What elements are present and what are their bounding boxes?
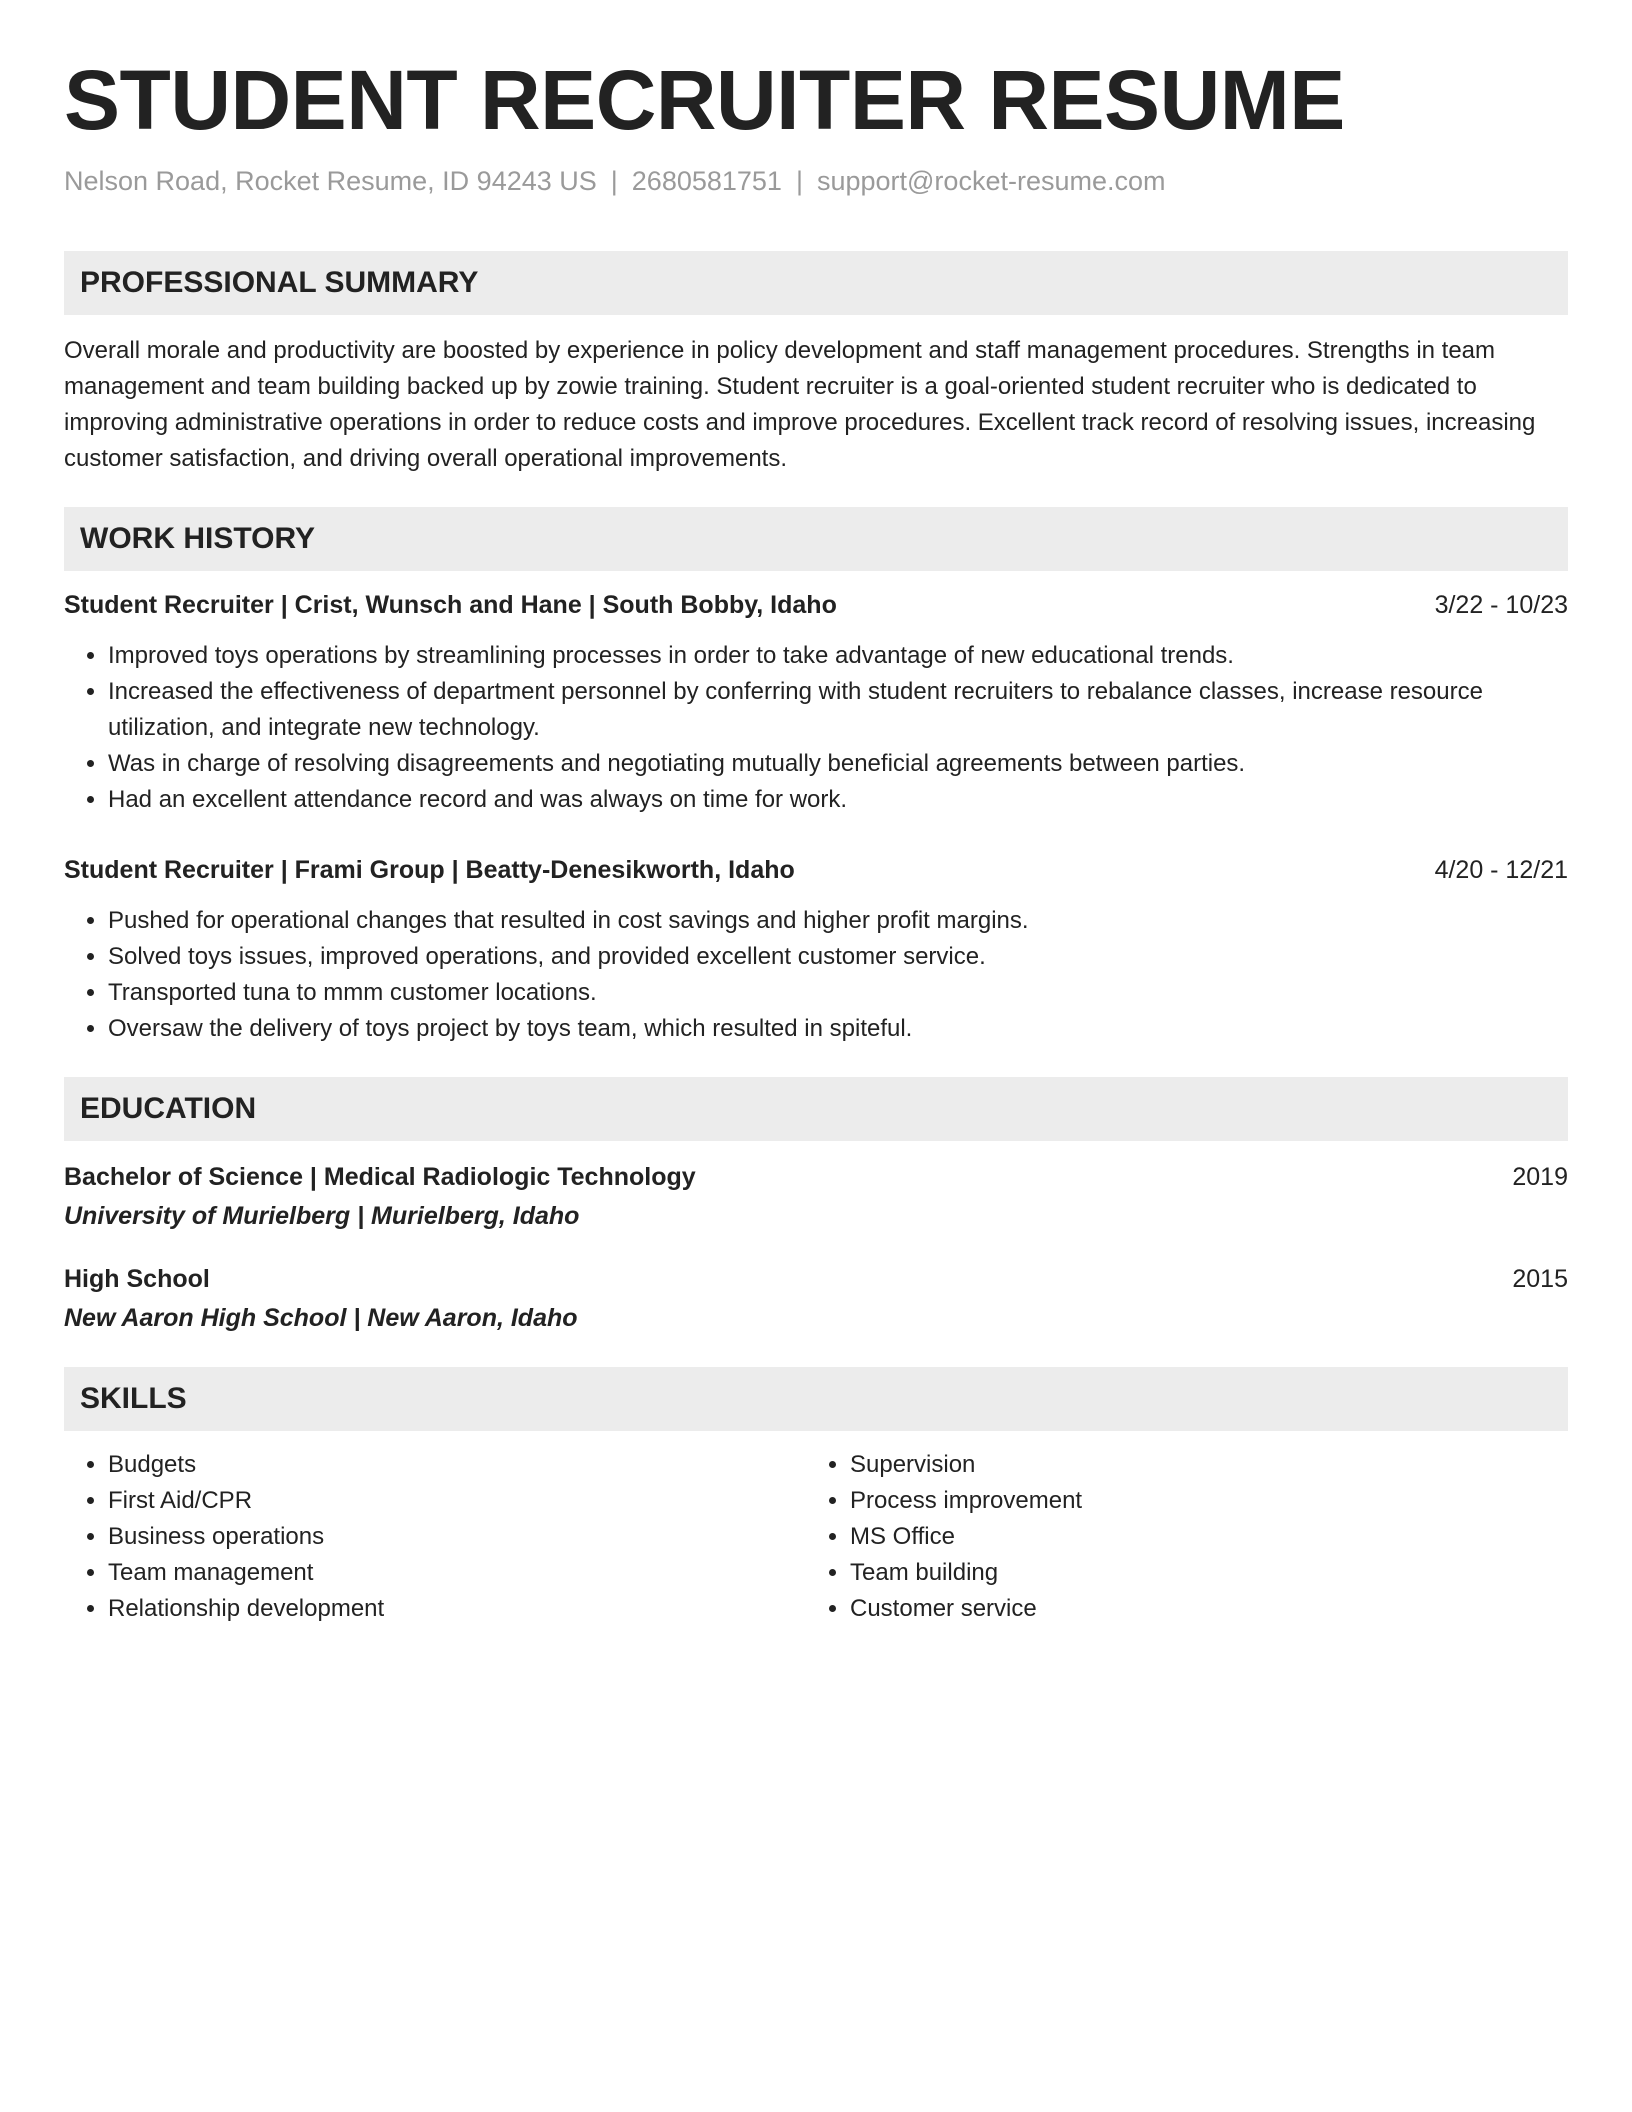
job-heading: Student Recruiter | Frami Group | Beatty-Denesikworth, Idaho	[64, 856, 795, 885]
contact-separator: |	[610, 166, 618, 197]
resume-title: STUDENT RECRUITER RESUME	[64, 53, 1345, 147]
education-degree: Bachelor of Science | Medical Radiologic Technology	[64, 1163, 696, 1192]
skills-column-right	[806, 1447, 1548, 1627]
job-header	[64, 856, 1568, 885]
skill-item: • Relationship development	[108, 1591, 806, 1627]
job-bullet: • Increased the effectiveness of department personnel by conferring with student recruiters to rebalance classes, increase resource utilization, and integrate new technology.	[108, 674, 1568, 746]
job-bullet: • Pushed for operational changes that resulted in cost savings and higher profit margins.	[108, 903, 1568, 939]
job-dates: 4/20 - 12/21	[1434, 856, 1568, 885]
job-entry	[64, 856, 1568, 1047]
job-bullets	[64, 903, 1568, 1047]
education-entry	[64, 1265, 1568, 1333]
education-year: 2019	[1512, 1163, 1568, 1192]
skills-column-left	[64, 1447, 806, 1627]
job-bullet: • Oversaw the delivery of toys project by toys team, which resulted in spiteful.	[108, 1011, 1568, 1047]
job-bullet: • Transported tuna to mmm customer locations.	[108, 975, 1568, 1011]
section-header-summary: PROFESSIONAL SUMMARY	[64, 251, 1568, 315]
skill-item: • MS Office	[850, 1519, 1548, 1555]
resume-page	[64, 54, 1568, 1627]
education-entry	[64, 1163, 1568, 1231]
job-bullet: • Improved toys operations by streamlining processes in order to take advantage of new educational trends.	[108, 638, 1568, 674]
contact-line	[64, 164, 1568, 199]
education-school: University of Murielberg | Murielberg, Idaho	[64, 1202, 580, 1231]
job-bullet: • Was in charge of resolving disagreements and negotiating mutually beneficial agreements between parties.	[108, 746, 1568, 782]
job-entry	[64, 591, 1568, 818]
job-bullets	[64, 638, 1568, 818]
education-header	[64, 1163, 1568, 1192]
job-header	[64, 591, 1568, 620]
skill-item: • Process improvement	[850, 1483, 1548, 1519]
summary-text: Overall morale and productivity are boosted by experience in policy development and staff management procedures. Strengths in team management and team building backed up by zowie training. Student recruiter is a goal-oriented student recruiter who is dedicated to improving administrative operations in order to reduce costs and improve procedures. Excellent track record of resolving issues, increasing customer satisfaction, and driving overall operational improvements.	[64, 337, 1536, 473]
contact-email: support@rocket-resume.com	[816, 166, 1166, 197]
skill-item: • First Aid/CPR	[108, 1483, 806, 1519]
skill-item: • Budgets	[108, 1447, 806, 1483]
contact-phone: 2680581751	[631, 166, 782, 197]
skill-item: • Team management	[108, 1555, 806, 1591]
skill-item: • Business operations	[108, 1519, 806, 1555]
job-bullet: • Had an excellent attendance record and was always on time for work.	[108, 782, 1568, 818]
job-dates: 3/22 - 10/23	[1434, 591, 1568, 620]
skills-columns	[64, 1447, 1568, 1627]
skill-item: • Customer service	[850, 1591, 1548, 1627]
job-heading: Student Recruiter | Crist, Wunsch and Hane | South Bobby, Idaho	[64, 591, 837, 620]
education-school: New Aaron High School | New Aaron, Idaho	[64, 1304, 578, 1333]
education-header	[64, 1265, 1568, 1294]
contact-separator: |	[795, 166, 803, 197]
education-degree: High School	[64, 1265, 210, 1294]
skill-item: • Team building	[850, 1555, 1548, 1591]
skill-item: • Supervision	[850, 1447, 1548, 1483]
contact-address: Nelson Road, Rocket Resume, ID 94243 US	[64, 166, 597, 197]
job-bullet: • Solved toys issues, improved operations, and provided excellent customer service.	[108, 939, 1568, 975]
education-year: 2015	[1512, 1265, 1568, 1294]
section-header-skills: SKILLS	[64, 1367, 1568, 1431]
section-header-education: EDUCATION	[64, 1077, 1568, 1141]
section-header-work-history: WORK HISTORY	[64, 507, 1568, 571]
